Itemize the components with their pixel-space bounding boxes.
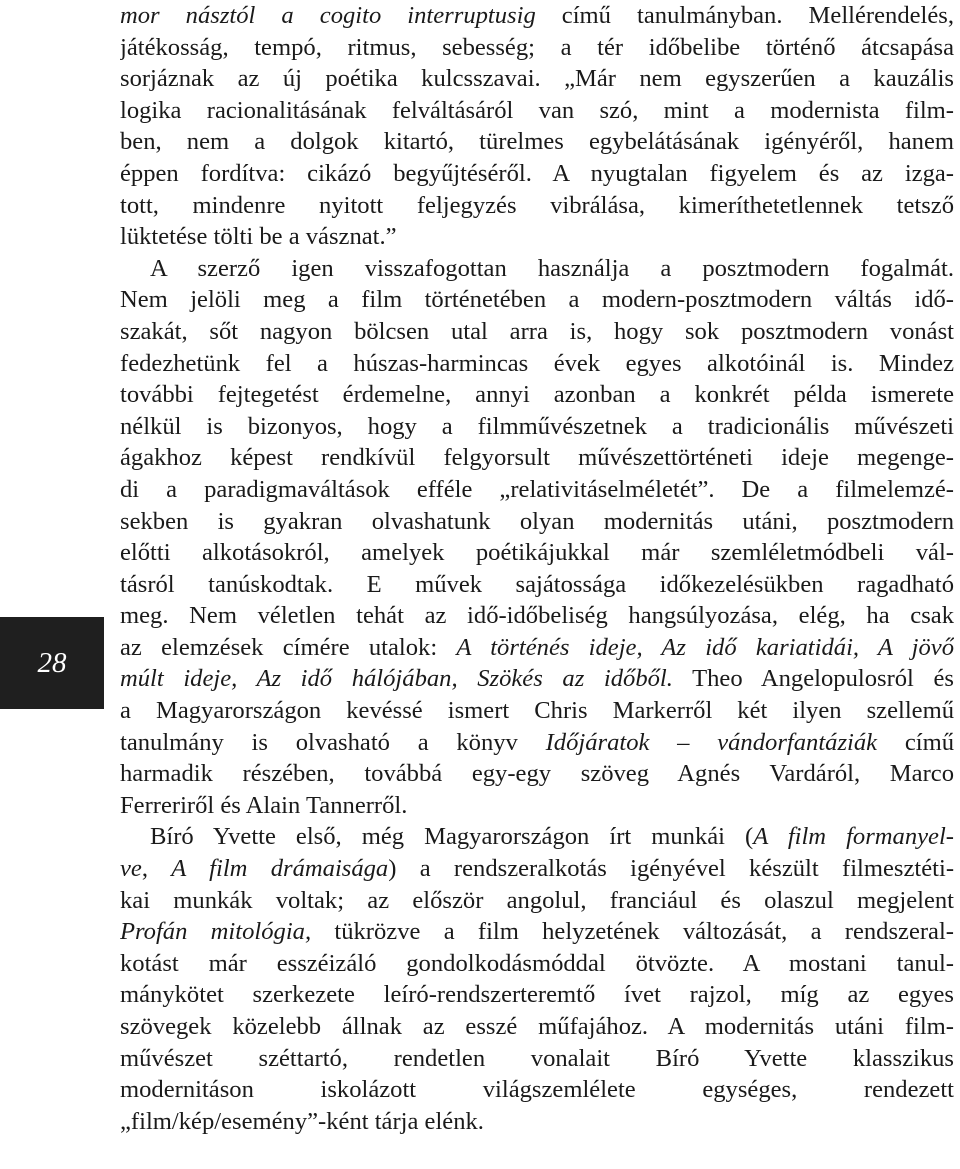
text-line [120,1106,954,1138]
page-number: 28 [37,646,67,679]
text-segment: előtti alkotásokról, amelyek poétikájukkal már szemléletmódbeli vál- [120,539,954,567]
text-segment: szövegek közelebb állnak az esszé műfajához. A modernitás utáni film- [120,1013,954,1040]
text-segment: , [141,855,172,883]
text-line [120,95,954,127]
text-line [120,32,954,64]
text-line [120,537,954,569]
text-line [120,316,954,348]
text-segment: ben, nem a dolgok kitartó, türelmes egybelátásának igényéről, hanem [120,128,954,156]
text-line [120,0,954,32]
text-segment: című tanulmányban. Mellérendelés, [535,2,954,29]
text-segment: ágakhoz képest rendkívül felgyorsult művészettörténeti ideje megenge- [120,444,954,472]
text-segment: modernitáson iskolázott világszemlélete egységes, rendezett [120,1076,954,1104]
text-line [120,442,954,474]
text-segment: di a paradigmaváltások efféle „relativitáselméletét”. De a filmelemzé- [120,475,954,503]
text-segment: a Magyarországon kevéssé ismert Chris Markerről két ilyen szellemű [120,697,954,725]
text-segment: játékosság, tempó, ritmus, sebesség; a tér időbelibe történő átcsapása [120,33,954,61]
text-line [120,411,954,443]
italic-text: Profán mitológia, [120,918,312,946]
text-line [120,348,954,380]
text-line [120,506,954,538]
text-segment: az elemzések címére utalok: [120,633,457,661]
text-line [120,600,954,632]
text-line [120,632,954,664]
text-segment: A szerző igen visszafogottan használja a posztmodern fogalmát. [150,254,954,282]
text-line [120,190,954,222]
text-segment: Ferreriről és Alain Tannerről. [120,791,408,819]
text-line [120,1043,954,1075]
text-segment: kotást már esszéizáló gondolkodásmóddal ötvözte. A mostani tanul- [120,949,954,977]
text-line [120,1011,954,1043]
text-line [120,727,954,759]
text-line [120,284,954,316]
text-segment: harmadik részében, továbbá egy-egy szöveg Agnés Vardáról, Marco [120,760,954,788]
text-line [120,474,954,506]
text-segment: éppen fordítva: cikázó begyűjtéséről. A nyugtalan figyelem és az izga- [120,159,954,187]
text-segment: meg. Nem véletlen tehát az idő-időbeliség hangsúlyozása, elég, ha csak [120,602,954,630]
text-segment: Bíró Yvette első, még Magyarországon írt munkái ( [150,823,754,851]
text-segment: tükrözve a film helyzetének változását, a rendszeral- [311,918,954,946]
text-segment: tásról tanúskodtak. E művek sajátossága időkezelésükben ragadható [120,570,954,598]
text-segment: Theo Angelopulosról és [672,665,954,693]
text-line [120,979,954,1011]
text-line [120,695,954,727]
page-number-tab [0,617,104,709]
text-line [120,158,954,190]
text-line [120,948,954,980]
italic-text: mor násztól a cogito interruptusig [120,2,536,29]
text-line [120,253,954,285]
text-line [120,916,954,948]
text-line [120,126,954,158]
text-segment: lüktetése tölti be a vásznat.” [120,223,397,251]
text-line [120,1074,954,1106]
italic-text: múlt ideje, Az idő hálójában, Szökés az időből. [120,665,673,693]
text-segment: ) a rendszeralkotás igényével készült filmesztéti- [388,855,954,883]
text-line [120,569,954,601]
text-segment: című [877,728,954,756]
text-segment: további fejtegetést érdemelne, annyi azonban a konkrét példa ismerete [120,381,954,409]
text-line [120,663,954,695]
text-segment: kai munkák voltak; az először angolul, franciául és olaszul megjelent [120,886,954,914]
italic-text: A film formanyel- [753,823,954,851]
text-line [120,63,954,95]
text-line [120,379,954,411]
text-segment: szakát, sőt nagyon bölcsen utal arra is, hogy sok posztmodern vonást [120,317,954,345]
text-segment: művészet széttartó, rendetlen vonalait Bíró Yvette klasszikus [120,1044,954,1072]
paragraph [120,253,954,822]
text-segment: nélkül is bizonyos, hogy a filmművészetnek a tradicionális művészeti [120,412,954,440]
text-line [120,885,954,917]
text-segment: fedezhetünk fel a húszas-harmincas évek egyes alkotóinál is. Mindez [120,349,954,377]
text-segment: Nem jelöli meg a film történetében a modern-posztmodern váltás idő- [120,286,954,314]
text-line [120,221,954,253]
text-line [120,853,954,885]
text-line [120,821,954,853]
text-segment: „film/kép/esemény”-ként tárja elénk. [120,1107,484,1135]
text-line [120,790,954,822]
text-segment: tanulmány is olvasható a könyv [120,728,546,756]
text-segment: tott, mindenre nyitott feljegyzés vibrálása, kimeríthetetlennek tetsző [120,191,954,219]
italic-text: Időjáratok – vándorfantáziák [545,728,878,756]
text-line [120,758,954,790]
body-text [120,0,954,1137]
italic-text: A történés ideje, Az idő kariatidái, A jövő [456,633,954,661]
text-segment: sorjáznak az új poétika kulcsszavai. „Már nem egyszerűen a kauzális [120,65,954,93]
text-segment: logika racionalitásának felváltásáról van szó, mint a modernista film- [120,96,954,124]
italic-text: A film drámaisága [171,855,389,883]
italic-text: ve [120,855,142,883]
text-segment: sekben is gyakran olvashatunk olyan modernitás utáni, posztmodern [120,507,954,535]
text-segment: mánykötet szerkezete leíró-rendszerteremtő ívet rajzol, míg az egyes [120,981,954,1009]
paragraph [120,0,954,253]
paragraph [120,821,954,1137]
